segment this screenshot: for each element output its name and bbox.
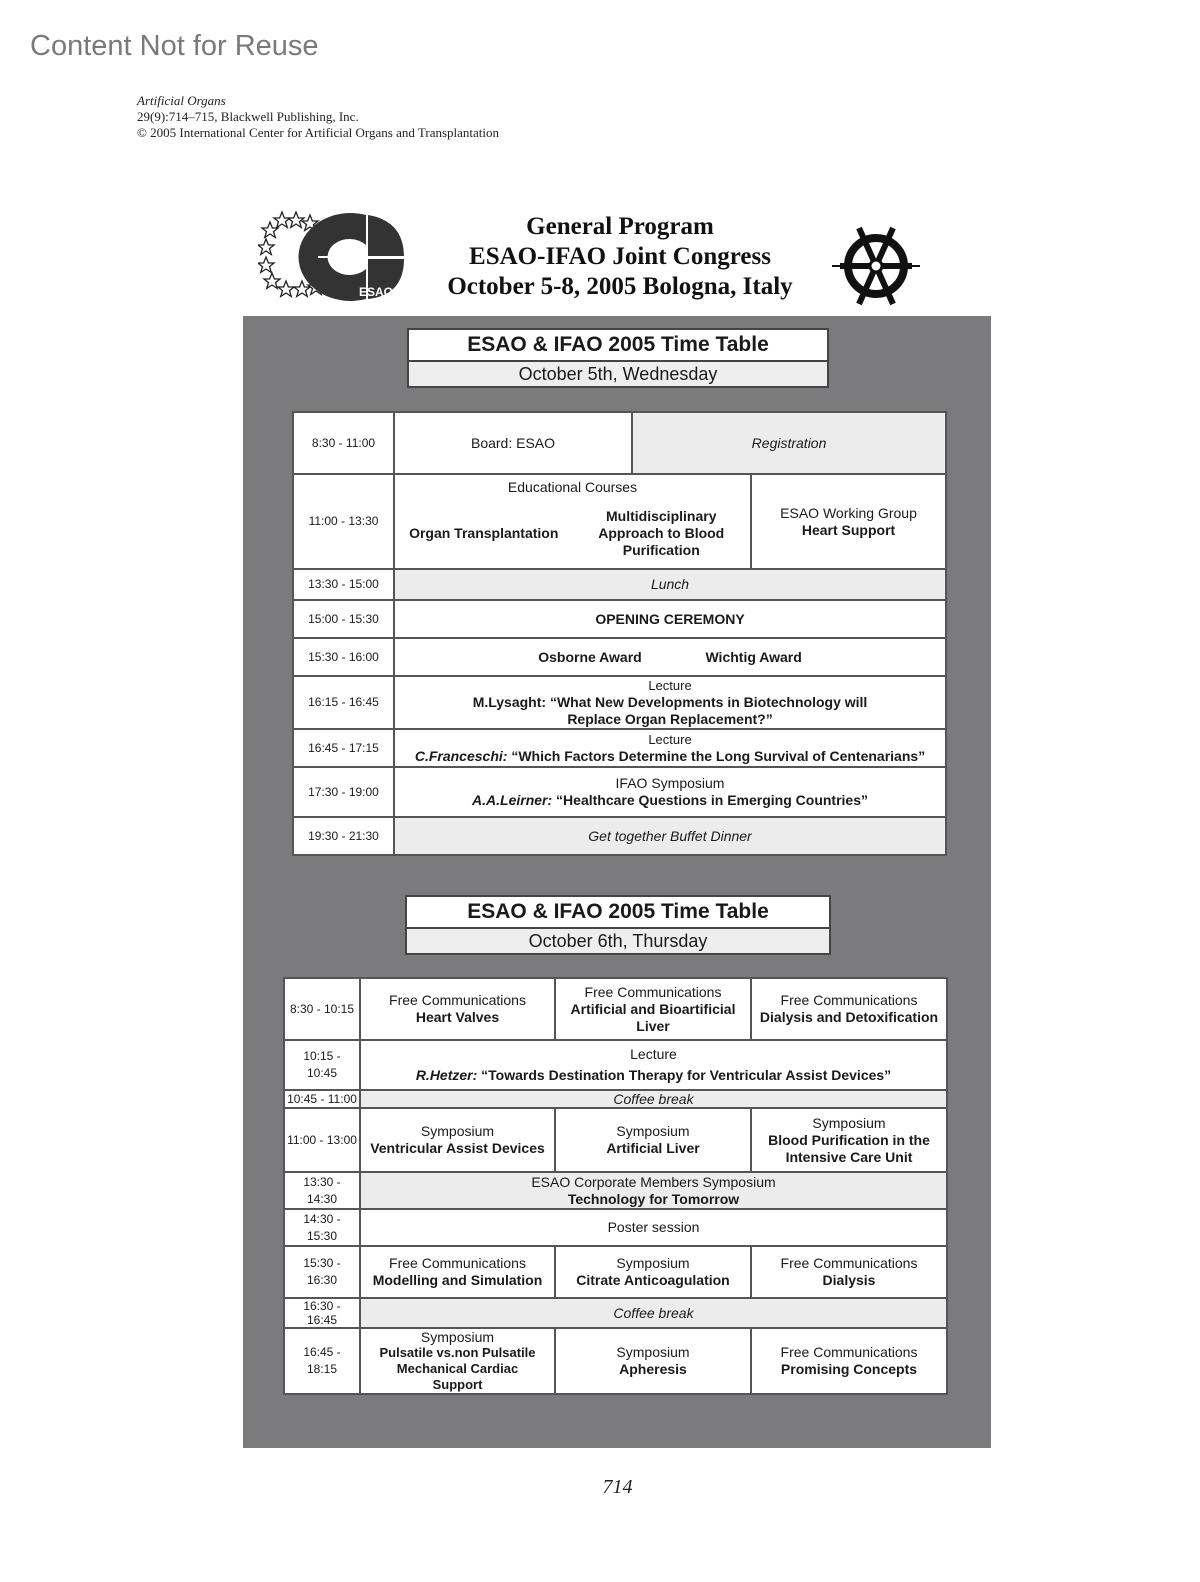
educational-courses-label: Educational Courses <box>507 479 638 495</box>
session-cell <box>751 1328 947 1394</box>
lecture-label: Lecture <box>648 678 692 693</box>
board-esao: Board: ESAO <box>394 412 632 474</box>
time-cell: 16:30 - 16:45 <box>284 1298 360 1328</box>
session-label: Free Communications <box>780 992 918 1008</box>
osborne-award: Osborne Award <box>538 648 642 665</box>
table-row <box>284 1328 947 1394</box>
table-row <box>284 978 947 1040</box>
table-row <box>293 474 946 569</box>
table-row <box>284 1209 947 1246</box>
session-cell <box>555 1328 751 1394</box>
star-icon <box>274 212 290 228</box>
ifao-logo <box>826 222 926 310</box>
time-cell: 15:00 - 15:30 <box>293 600 394 638</box>
working-group-cell <box>751 474 946 569</box>
star-icon <box>278 281 294 297</box>
session-label: Symposium <box>616 1344 690 1360</box>
session-label: Symposium <box>812 1114 886 1131</box>
time-cell: 14:30 - 15:30 <box>284 1209 360 1246</box>
session-cell <box>360 1328 555 1394</box>
time-cell: 19:30 - 21:30 <box>293 817 394 855</box>
wichtig-award: Wichtig Award <box>705 648 802 665</box>
session-label: Free Communications <box>584 983 722 1000</box>
session-title: Apheresis <box>619 1361 687 1377</box>
title-line-1: General Program <box>526 213 714 240</box>
star-icon <box>288 212 304 228</box>
time-cell: 15:30 - 16:30 <box>284 1246 360 1298</box>
ifao-symposium <box>394 767 946 817</box>
session-label: Free Communications <box>389 1255 526 1271</box>
table-row <box>293 729 946 767</box>
speaker: R.Hetzer: <box>415 1067 478 1083</box>
session-label: Free Communications <box>389 992 526 1008</box>
day2-table <box>283 977 948 1395</box>
session-cell <box>555 1246 751 1298</box>
session-cell <box>555 1108 751 1172</box>
session-label: Symposium <box>420 1123 495 1139</box>
day1-table <box>292 411 947 856</box>
day1-title: ESAO & IFAO 2005 Time Table <box>409 330 827 362</box>
esao-logo <box>258 207 410 303</box>
coffee-break: Coffee break <box>360 1298 947 1328</box>
time-cell: 8:30 - 11:00 <box>293 412 394 474</box>
time-cell: 13:30 - 14:30 <box>284 1172 360 1209</box>
table-row <box>284 1040 947 1090</box>
session-label: Symposium <box>616 1123 690 1139</box>
day2-date: October 6th, Thursday <box>407 929 829 953</box>
time-cell: 16:45 - 17:15 <box>293 729 394 767</box>
speaker: A.A.Leirner: <box>472 792 553 808</box>
symposium-title: “Healthcare Questions in Emerging Countries” <box>556 792 868 808</box>
time-cell: 13:30 - 15:00 <box>293 569 394 600</box>
session-title: Artificial Liver <box>606 1140 700 1156</box>
citation <box>137 93 499 141</box>
table-row <box>293 412 946 474</box>
session-cell <box>360 978 555 1040</box>
star-icon <box>262 222 278 238</box>
table-row <box>293 676 946 729</box>
esao-logo-text: ESAO <box>358 285 394 299</box>
session-cell <box>555 978 751 1040</box>
table-row <box>293 569 946 600</box>
lecture-lysaght <box>394 676 946 729</box>
star-icon <box>294 281 310 297</box>
day1-date: October 5th, Wednesday <box>409 362 827 386</box>
table-row <box>293 817 946 855</box>
session-title: Ventricular Assist Devices <box>370 1140 545 1156</box>
session-label: Free Communications <box>780 1344 918 1360</box>
session-title: Promising Concepts <box>780 1361 918 1377</box>
time-cell: 10:45 - 11:00 <box>284 1090 360 1108</box>
session-cell <box>751 1108 947 1172</box>
journal-name: Artificial Organs <box>137 93 226 108</box>
session-cell <box>360 1108 555 1172</box>
time-cell: 10:15 - 10:45 <box>284 1040 360 1090</box>
poster-session: Poster session <box>360 1209 947 1246</box>
coffee-break: Coffee break <box>360 1090 947 1108</box>
lunch: Lunch <box>394 569 946 600</box>
time-cell: 16:15 - 16:45 <box>293 676 394 729</box>
awards-cell <box>394 638 946 676</box>
session-title: Pulsatile vs.non Pulsatile Mechanical Cardiac Support <box>379 1345 536 1392</box>
symposium-label: ESAO Corporate Members Symposium <box>531 1173 776 1190</box>
session-title: Dialysis <box>822 1272 876 1288</box>
symposium-label: IFAO Symposium <box>615 775 725 791</box>
session-cell <box>751 978 947 1040</box>
table-row <box>284 1246 947 1298</box>
session-title: Heart Valves <box>415 1009 500 1025</box>
session-title: Modelling and Simulation <box>372 1272 543 1288</box>
lecture-title: “What New Developments in Biotechnology will Replace Organ Replacement?” <box>549 694 868 727</box>
working-group-title: Heart Support <box>801 521 896 538</box>
session-label: Free Communications <box>780 1255 918 1271</box>
lecture-label: Lecture <box>630 1046 677 1062</box>
registration: Registration <box>632 412 946 474</box>
educational-courses-cell <box>394 474 751 569</box>
star-icon <box>264 273 280 289</box>
day2-title: ESAO & IFAO 2005 Time Table <box>407 897 829 929</box>
working-group-label: ESAO Working Group <box>780 504 917 521</box>
session-label: Symposium <box>420 1329 495 1345</box>
organ-transplantation: Organ Transplantation <box>409 525 559 541</box>
table-row <box>284 1108 947 1172</box>
session-title: Blood Purification in the Intensive Care Unit <box>768 1131 930 1165</box>
lecture-franceschi <box>394 729 946 767</box>
symposium-title: Technology for Tomorrow <box>567 1190 740 1207</box>
table-row <box>284 1090 947 1108</box>
star-icon <box>258 239 274 255</box>
page-title <box>420 212 820 302</box>
time-cell: 16:45 - 18:15 <box>284 1328 360 1394</box>
session-cell <box>360 1246 555 1298</box>
session-title: Artificial and Bioartificial Liver <box>570 1000 736 1034</box>
table-row <box>293 767 946 817</box>
copyright: © 2005 International Center for Artificial Organs and Transplantation <box>137 125 500 140</box>
speaker: M.Lysaght: <box>472 694 547 710</box>
lecture-label: Lecture <box>648 732 692 747</box>
page-number: 714 <box>602 1476 633 1498</box>
title-line-3: October 5-8, 2005 Bologna, Italy <box>447 273 793 300</box>
speaker: C.Franceschi: <box>414 748 508 764</box>
lecture-title: “Which Factors Determine the Long Survival of Centenarians” <box>511 748 926 764</box>
time-cell: 15:30 - 16:00 <box>293 638 394 676</box>
watermark: Content Not for Reuse <box>30 30 319 62</box>
table-row <box>293 638 946 676</box>
time-cell: 8:30 - 10:15 <box>284 978 360 1040</box>
time-cell: 17:30 - 19:00 <box>293 767 394 817</box>
session-title: Dialysis and Detoxification <box>759 1009 939 1025</box>
lecture-hetzer <box>360 1040 947 1090</box>
session-label: Symposium <box>616 1255 690 1271</box>
opening-ceremony: OPENING CEREMONY <box>394 600 946 638</box>
timetable-board <box>243 316 991 1448</box>
table-row <box>293 600 946 638</box>
star-icon <box>258 257 274 273</box>
buffet-dinner: Get together Buffet Dinner <box>394 817 946 855</box>
day1-header <box>407 328 829 388</box>
table-row <box>284 1298 947 1328</box>
day2-header <box>405 895 831 955</box>
table-row <box>284 1172 947 1209</box>
session-cell <box>751 1246 947 1298</box>
multidisciplinary-approach: Multidisciplinary Approach to Blood Purification <box>598 508 725 558</box>
lecture-title: “Towards Destination Therapy for Ventricular Assist Devices” <box>481 1067 892 1083</box>
title-line-2: ESAO-IFAO Joint Congress <box>469 243 771 270</box>
time-cell: 11:00 - 13:30 <box>293 474 394 569</box>
session-title: Citrate Anticoagulation <box>576 1272 730 1288</box>
time-cell: 11:00 - 13:00 <box>284 1108 360 1172</box>
volume-info: 29(9):714–715, Blackwell Publishing, Inc. <box>137 109 359 124</box>
corporate-symposium <box>360 1172 947 1209</box>
